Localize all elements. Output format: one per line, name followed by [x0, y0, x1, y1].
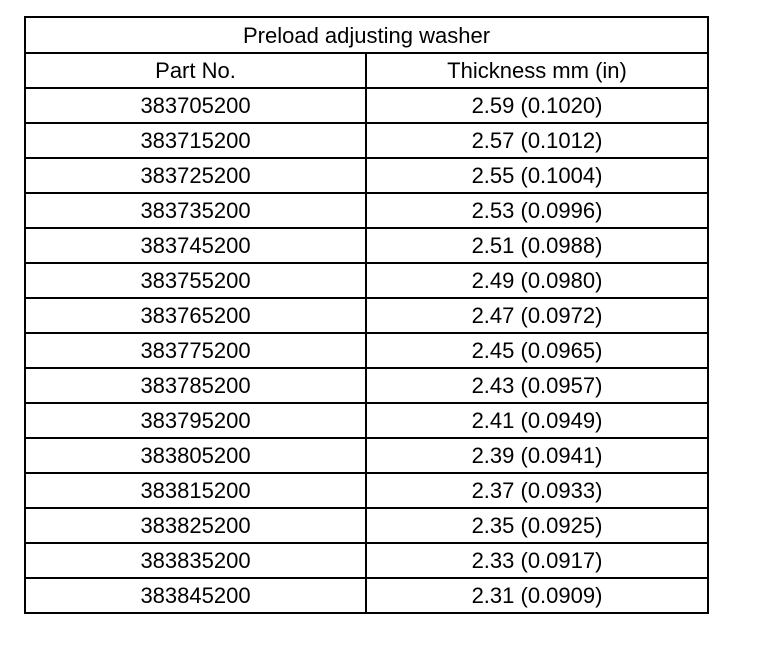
thickness-cell: 2.55 (0.1004) [366, 158, 708, 193]
table-title: Preload adjusting washer [25, 17, 708, 53]
thickness-cell: 2.35 (0.0925) [366, 508, 708, 543]
table-row [25, 508, 708, 543]
table-row [25, 88, 708, 123]
header-part-no: Part No. [25, 53, 366, 88]
thickness-cell: 2.59 (0.1020) [366, 88, 708, 123]
part-no-cell: 383775200 [25, 333, 366, 368]
table-row [25, 403, 708, 438]
table-row [25, 438, 708, 473]
table-row [25, 578, 708, 613]
part-no-cell: 383725200 [25, 158, 366, 193]
part-no-cell: 383835200 [25, 543, 366, 578]
header-thickness: Thickness mm (in) [366, 53, 708, 88]
thickness-cell: 2.53 (0.0996) [366, 193, 708, 228]
part-no-cell: 383735200 [25, 193, 366, 228]
table-row [25, 228, 708, 263]
part-no-cell: 383785200 [25, 368, 366, 403]
preload-washer-table [24, 16, 709, 614]
part-no-cell: 383755200 [25, 263, 366, 298]
table-row [25, 473, 708, 508]
thickness-cell: 2.47 (0.0972) [366, 298, 708, 333]
table-row [25, 263, 708, 298]
thickness-cell: 2.41 (0.0949) [366, 403, 708, 438]
table-row [25, 368, 708, 403]
part-no-cell: 383765200 [25, 298, 366, 333]
part-no-cell: 383745200 [25, 228, 366, 263]
part-no-cell: 383825200 [25, 508, 366, 543]
table-row [25, 543, 708, 578]
thickness-cell: 2.51 (0.0988) [366, 228, 708, 263]
part-no-cell: 383845200 [25, 578, 366, 613]
thickness-cell: 2.43 (0.0957) [366, 368, 708, 403]
part-no-cell: 383705200 [25, 88, 366, 123]
thickness-cell: 2.33 (0.0917) [366, 543, 708, 578]
thickness-cell: 2.37 (0.0933) [366, 473, 708, 508]
table-row [25, 333, 708, 368]
table-row [25, 123, 708, 158]
part-no-cell: 383805200 [25, 438, 366, 473]
thickness-cell: 2.45 (0.0965) [366, 333, 708, 368]
table-header-row [25, 53, 708, 88]
thickness-cell: 2.31 (0.0909) [366, 578, 708, 613]
table-row [25, 193, 708, 228]
table-row [25, 158, 708, 193]
part-no-cell: 383715200 [25, 123, 366, 158]
thickness-cell: 2.49 (0.0980) [366, 263, 708, 298]
part-no-cell: 383815200 [25, 473, 366, 508]
table-title-row [25, 17, 708, 53]
thickness-cell: 2.57 (0.1012) [366, 123, 708, 158]
part-no-cell: 383795200 [25, 403, 366, 438]
table-row [25, 298, 708, 333]
thickness-cell: 2.39 (0.0941) [366, 438, 708, 473]
